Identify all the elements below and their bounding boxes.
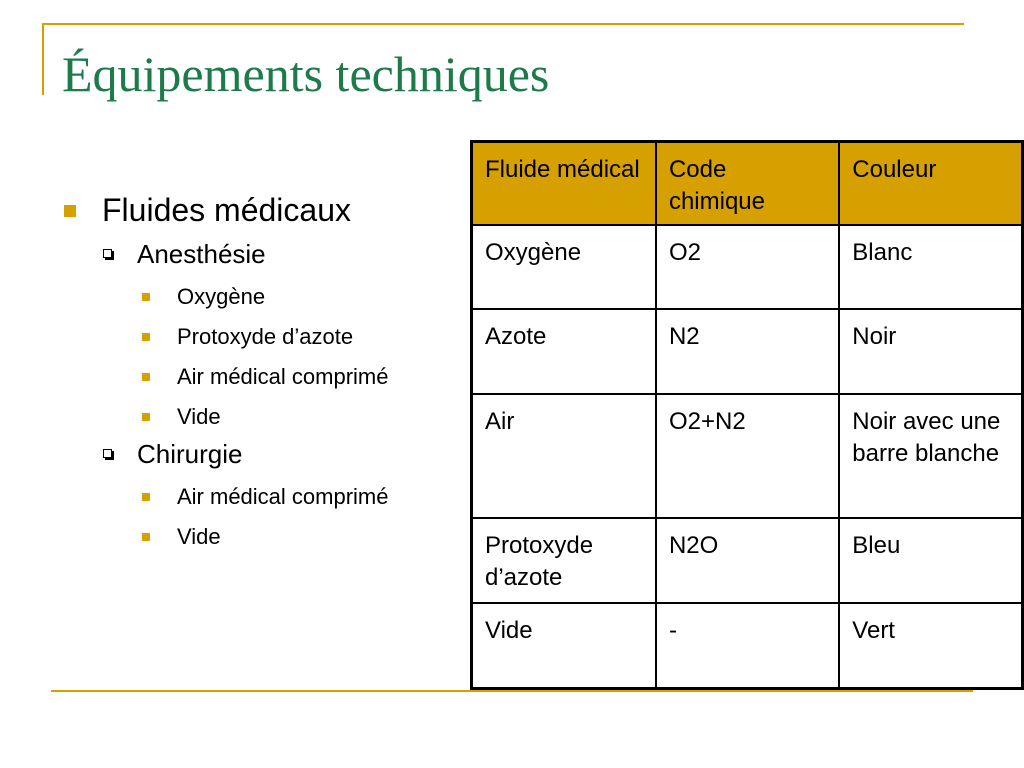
bullet-list <box>60 188 460 552</box>
list-item-fluides <box>60 188 460 232</box>
list-item-label: Air médical comprimé <box>177 484 389 509</box>
table-cell: Noir <box>839 309 1022 394</box>
list-item-label: Vide <box>177 524 221 549</box>
square-bullet-icon <box>142 533 150 541</box>
table-row <box>472 394 1023 518</box>
table-cell: Oxygène <box>472 225 656 309</box>
table-cell: Azote <box>472 309 656 394</box>
bottom-rule <box>51 690 973 692</box>
header-code: Code chimique <box>656 142 839 226</box>
square-bullet-icon <box>142 373 150 381</box>
list-item <box>60 482 460 512</box>
table-cell: N2O <box>656 518 839 603</box>
header-couleur: Couleur <box>839 142 1022 226</box>
table-cell: O2+N2 <box>656 394 839 518</box>
header-fluide: Fluide médical <box>472 142 656 226</box>
list-item-label: Chirurgie <box>137 439 243 469</box>
table-header-row <box>472 142 1023 226</box>
list-item-label: Fluides médicaux <box>102 192 351 228</box>
hollow-square-bullet-icon <box>103 449 112 458</box>
square-bullet-icon <box>142 493 150 501</box>
top-rule <box>42 23 964 25</box>
table-cell: Air <box>472 394 656 518</box>
table-row <box>472 518 1023 603</box>
list-item-anesthesie <box>60 236 460 272</box>
square-bullet-icon <box>142 333 150 341</box>
list-item <box>60 522 460 552</box>
slide-title: Équipements techniques <box>62 46 550 102</box>
table-cell: Vide <box>472 603 656 688</box>
table-cell: - <box>656 603 839 688</box>
list-item <box>60 322 460 352</box>
list-item-label: Vide <box>177 404 221 429</box>
list-item <box>60 362 460 392</box>
table-cell: Protoxyde d’azote <box>472 518 656 603</box>
table-cell: Vert <box>839 603 1022 688</box>
table-row <box>472 309 1023 394</box>
square-bullet-icon <box>142 413 150 421</box>
list-item-chirurgie <box>60 436 460 472</box>
table-row <box>472 603 1023 688</box>
list-item-label: Protoxyde d’azote <box>177 324 354 349</box>
table-cell: N2 <box>656 309 839 394</box>
hollow-square-bullet-icon <box>103 249 112 258</box>
table-cell: O2 <box>656 225 839 309</box>
table-cell: Blanc <box>839 225 1022 309</box>
square-bullet-icon <box>142 293 150 301</box>
list-item <box>60 282 460 312</box>
list-item-label: Air médical comprimé <box>177 364 389 389</box>
list-item-label: Oxygène <box>177 284 266 309</box>
left-rule <box>42 23 44 95</box>
fluids-table <box>470 140 1024 690</box>
table-cell: Bleu <box>839 518 1022 603</box>
list-item-label: Anesthésie <box>137 239 266 269</box>
table-row <box>472 225 1023 309</box>
square-bullet-icon <box>64 205 76 217</box>
list-item <box>60 402 460 432</box>
table-cell: Noir avec une barre blanche <box>839 394 1022 518</box>
